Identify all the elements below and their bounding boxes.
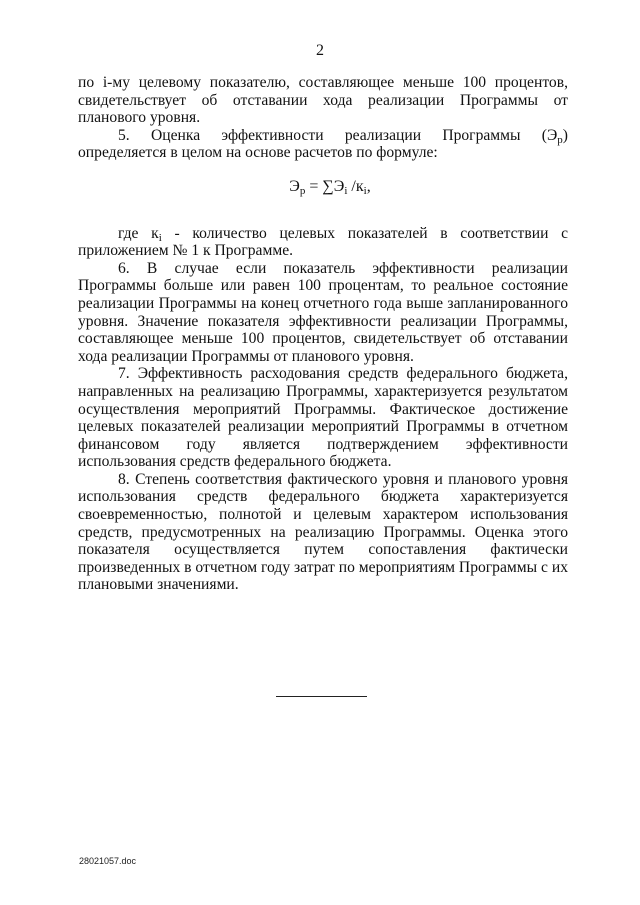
formula-division: /к <box>347 177 364 195</box>
paragraph-8: 8. Степень соответствия фактического уровня и планового уровня использования средств федерального бюджета характеризуется своевременностью, полнотой и целевым характером использования средств, предусмотренных на реализацию Программы. Оценка этого показателя осуществляется путем сопоставления фактически произведенных в отчетном году затрат по мероприятиям Программы с их плановыми значениями. <box>78 470 568 594</box>
footer-filename: 28021057.doc <box>79 856 137 866</box>
paragraph-continuation: по i-му целевому показателю, составляющее меньше 100 процентов, свидетельствует об отставании хода реализации Программы от планового уровня. <box>78 74 568 127</box>
efficiency-formula <box>78 178 568 201</box>
end-of-document-rule <box>276 696 367 697</box>
formula-explanation <box>78 225 568 260</box>
formula-e: Э <box>289 177 300 195</box>
formula-explanation-end: - количество целевых показателей в соответствии с приложением № 1 к Программе. <box>78 224 569 260</box>
paragraph-7: 7. Эффективность расходования средств федерального бюджета, направленных на реализацию Программы, характеризуется результатом осуществления мероприятий Программы. Фактическое достижение целевых показателей реализации мероприятий Программы в отчетном финансовом году является подтверждением эффективности использования средств федерального бюджета. <box>78 365 568 471</box>
paragraph-5 <box>78 127 568 162</box>
paragraph-5-text-end: ) определяется в целом на основе расчетов по формуле: <box>78 126 568 162</box>
formula-i-subscript: i <box>344 184 348 197</box>
page-number: 2 <box>316 42 324 59</box>
paragraph-5-subscript: р <box>557 133 563 146</box>
formula-end: , <box>366 177 371 195</box>
formula-explanation-start: где к <box>118 224 159 242</box>
document-body <box>78 74 568 594</box>
formula-k-subscript: i <box>363 184 367 197</box>
formula-e-subscript: р <box>299 184 306 197</box>
formula-explanation-subscript: i <box>158 231 162 244</box>
formula-sum: = ∑Э <box>305 177 345 195</box>
paragraph-6: 6. В случае если показатель эффективности реализации Программы больше или равен 100 процентам, то реальное состояние реализации Программы на конец отчетного года выше запланированного уровня. Значение показателя эффективности реализации Программы, составляющее меньше 100 процентов, свидетельствует об отставании хода реализации Программы от планового уровня. <box>78 259 568 365</box>
paragraph-5-text-start: 5. Оценка эффективности реализации Программы (Э <box>118 126 558 144</box>
